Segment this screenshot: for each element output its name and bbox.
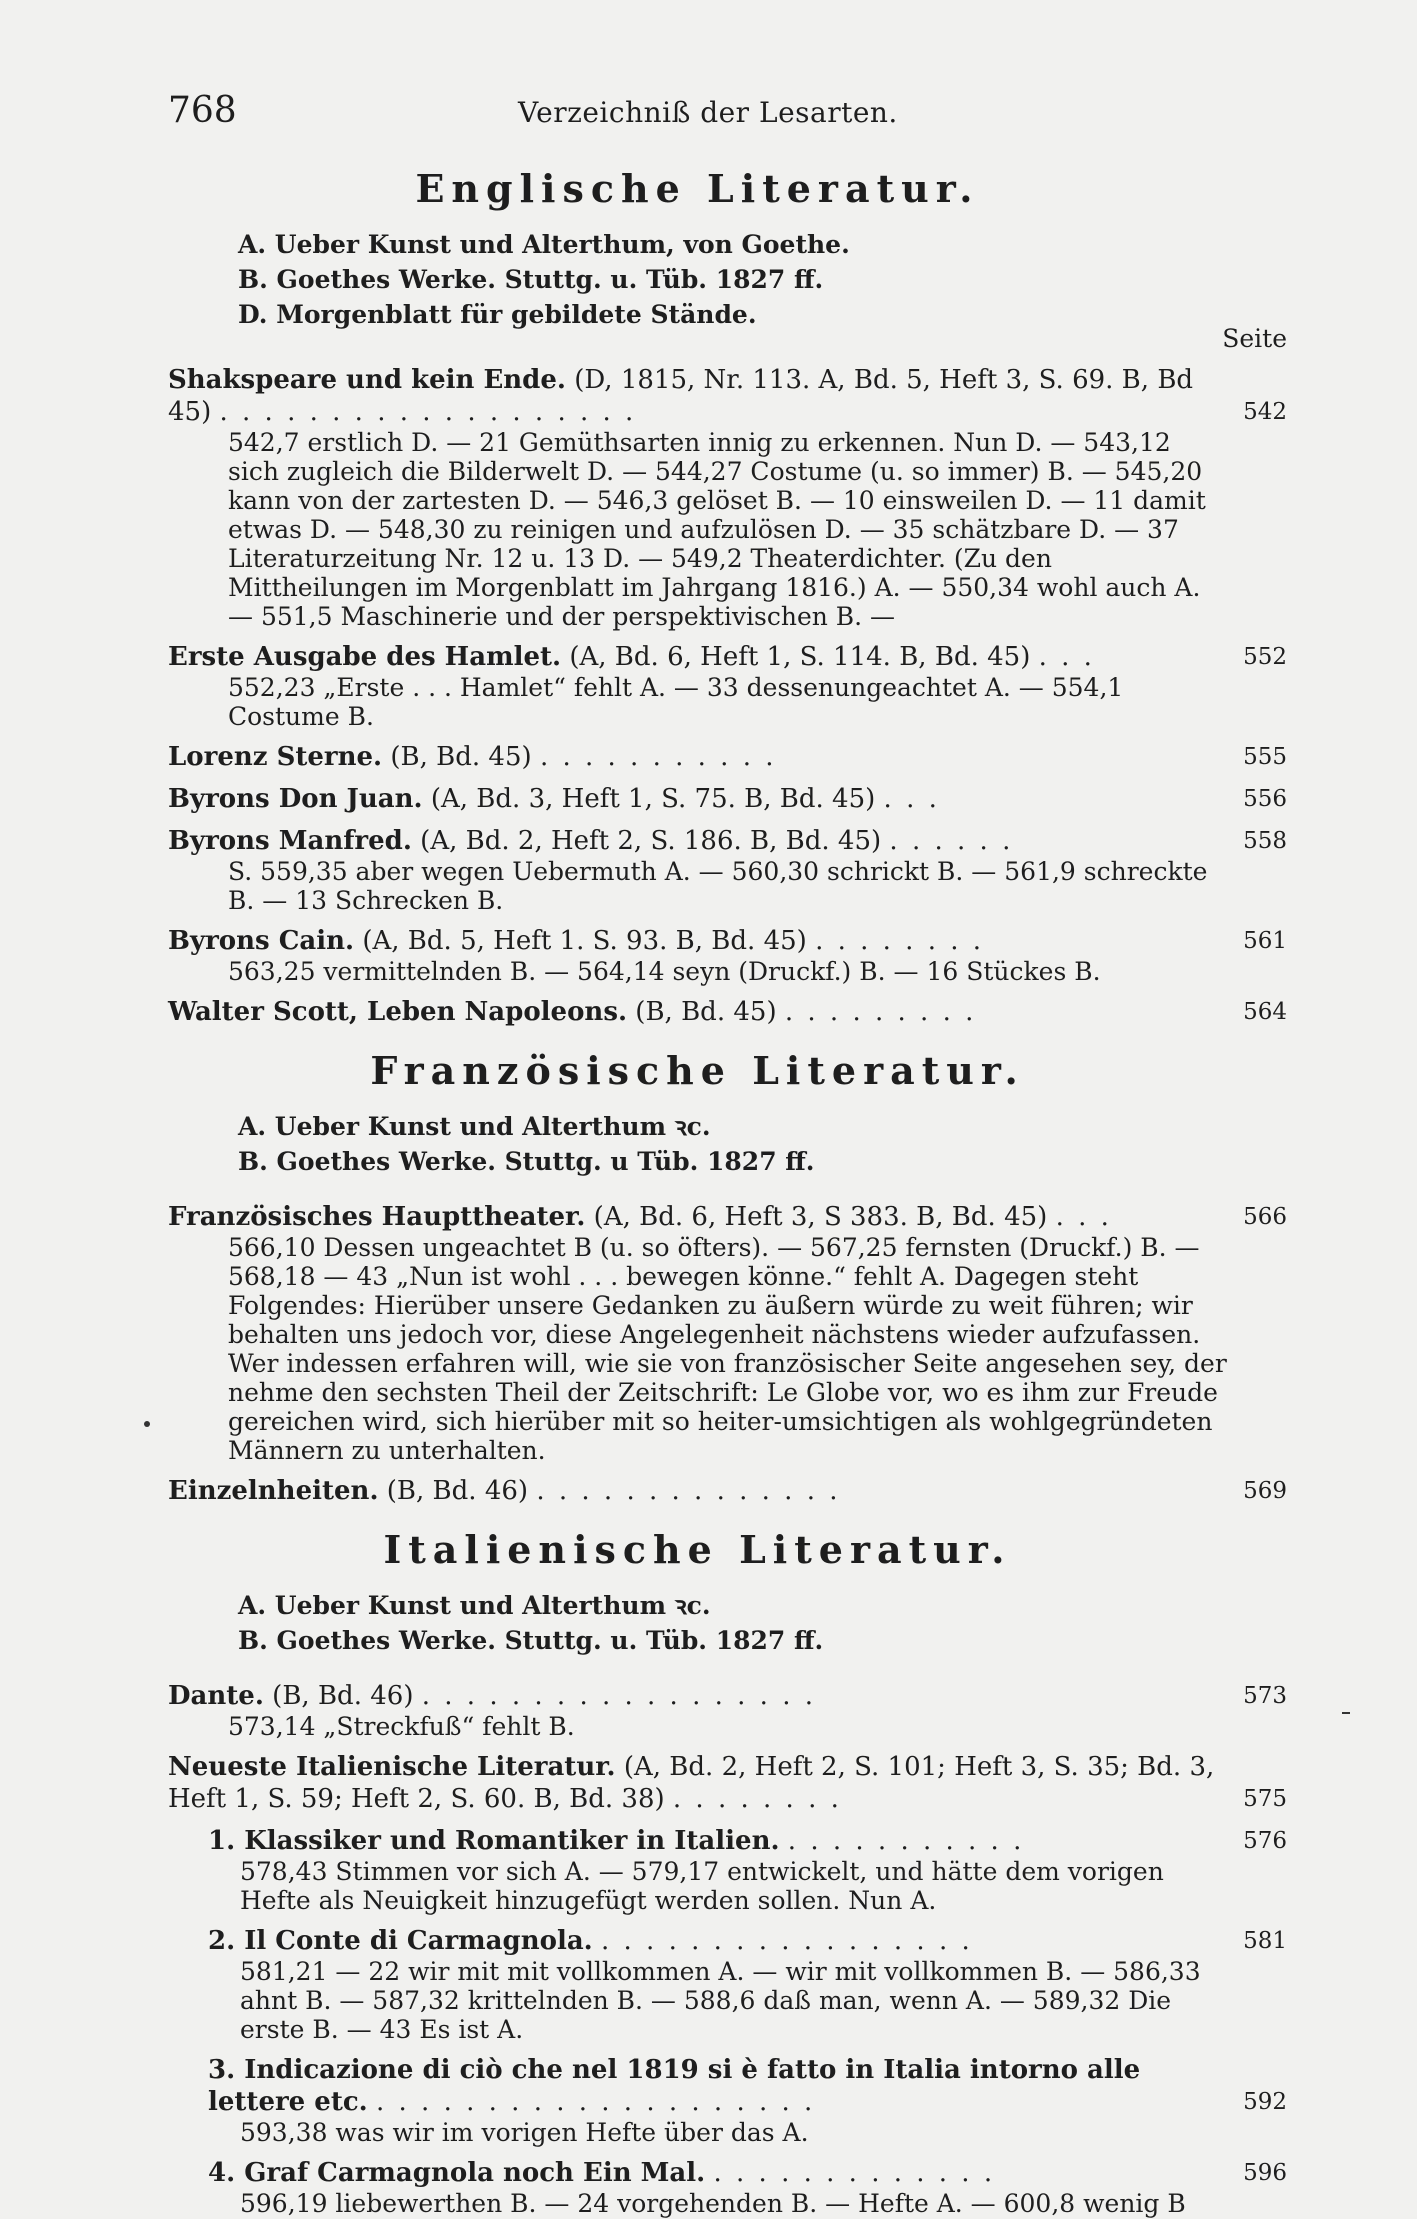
entry-title-line — [208, 2157, 1287, 2189]
section-title: Englische Literatur. — [415, 166, 980, 211]
section-title: Italienische Literatur. — [383, 1527, 1012, 1572]
page-header — [168, 90, 1227, 146]
toc-entry — [168, 996, 1287, 1028]
leader-dots: . . . . . . . . . . . — [787, 1826, 1025, 1856]
leader-dots: . . . — [1055, 1202, 1112, 1232]
entry-title-line — [168, 641, 1287, 673]
entry-title-line — [168, 1475, 1287, 1507]
page-reference: 573 — [1243, 1683, 1287, 1709]
entry-title: 1. Klassiker und Romantiker in Italien. — [208, 1826, 780, 1856]
entry-title-line — [168, 783, 1287, 815]
toc-entry — [168, 1825, 1287, 1915]
entry-source: (D, 1815, Nr. 113. A, Bd. 5, Heft 3, S. 69. B, Bd 45) — [168, 365, 1194, 427]
siglum: B. Goethes Werke. Stuttg. u Tüb. 1827 ff. — [238, 1147, 815, 1176]
toc-entry — [168, 925, 1287, 986]
toc-entry — [168, 1201, 1287, 1465]
entry-title-line — [168, 925, 1287, 957]
toc-entry — [168, 364, 1287, 631]
entry-source: (B, Bd. 46) — [386, 1476, 529, 1506]
entry-source: (A, Bd. 2, Heft 2, S. 101; Heft 3, S. 35; Bd. 3, Heft 1, S. 59; Heft 2, S. 60. B, Bd. 38) — [168, 1752, 1215, 1814]
page-reference: 596 — [1243, 2160, 1287, 2186]
page-reference: 569 — [1243, 1478, 1287, 1504]
margin-dash — [1342, 1712, 1350, 1714]
variant-readings: 552,23 „Erste . . . Hamlet“ fehlt A. — 33 dessenungeachtet A. — 554,1 Costume B. — [228, 673, 1124, 731]
page-reference: 558 — [1243, 828, 1287, 854]
entry-title: Byrons Don Juan. — [168, 784, 423, 814]
section-title: Französische Literatur. — [370, 1048, 1025, 1093]
entry-title: Byrons Manfred. — [168, 826, 412, 856]
page-content — [168, 166, 1287, 2218]
section — [168, 1527, 1287, 2218]
toc-entry — [168, 1751, 1287, 1815]
entry-title-line — [168, 825, 1287, 857]
entry-title-line — [168, 364, 1287, 428]
entry-source: (A, Bd. 5, Heft 1. S. 93. B, Bd. 45) — [362, 926, 807, 956]
siglum: A. Ueber Kunst und Alterthum, von Goethe. — [238, 230, 850, 259]
toc-entry — [168, 741, 1287, 773]
leader-dots: . . . . . . . . — [672, 1784, 842, 1814]
entry-title-line — [168, 996, 1287, 1028]
page-reference: 542 — [1243, 399, 1287, 425]
entry-source: (A, Bd. 2, Heft 2, S. 186. B, Bd. 45) — [420, 826, 882, 856]
siglum: B. Goethes Werke. Stuttg. u. Tüb. 1827 ff. — [238, 265, 824, 294]
entry-title-line — [168, 741, 1287, 773]
entry-title-line — [168, 1751, 1287, 1815]
leader-dots: . . . . . . . . . . . . . — [713, 2158, 996, 2188]
leader-dots: . . . . . . . . . . . . . . . . . . . . — [375, 2087, 816, 2117]
leader-dots: . . . . . . — [889, 826, 1014, 856]
page-reference: 555 — [1243, 744, 1287, 770]
variant-readings: 563,25 vermittelnden B. — 564,14 seyn (Druckf.) B. — 16 Stückes B. — [228, 957, 1101, 986]
leader-dots: . . . — [1038, 642, 1095, 672]
entry-source: (B, Bd. 45) — [390, 742, 532, 772]
section — [168, 166, 1287, 1028]
variant-readings: 573,14 „Streckfuß“ fehlt B. — [228, 1712, 575, 1741]
sigla-list — [238, 227, 1227, 332]
entry-title-line — [208, 2054, 1287, 2118]
entry-title: 2. Il Conte di Carmagnola. — [208, 1926, 593, 1956]
entry-title-line — [208, 1825, 1287, 1857]
entry-title-line — [208, 1925, 1287, 1957]
variant-readings: 578,43 Stimmen vor sich A. — 579,17 entwickelt, und hätte dem vorigen Hefte als Neuigkeit hinzugefügt werden sollen. Nun A. — [240, 1857, 1164, 1915]
leader-dots: . . . . . . . . . . . — [539, 742, 777, 772]
toc-entry — [168, 641, 1287, 731]
siglum: A. Ueber Kunst und Alterthum ꝛc. — [238, 1112, 711, 1141]
variant-readings: 593,38 was wir im vorigen Hefte über das A. — [240, 2118, 809, 2147]
siglum: A. Ueber Kunst und Alterthum ꝛc. — [238, 1591, 711, 1620]
toc-entry — [168, 1680, 1287, 1741]
leader-dots: . . . . . . . . . . . . . . . . . . — [421, 1681, 816, 1711]
leader-dots: . . . . . . . . — [815, 926, 985, 956]
entry-title: Byrons Cain. — [168, 926, 355, 956]
variant-readings: 581,21 — 22 wir mit mit vollkommen A. — wir mit vollkommen B. — 586,33 ahnt B. — 587,32 krittelnden B. — 588,6 daß man, wenn A. — 589,32 Die erste B. — 43 Es ist A. — [240, 1957, 1201, 2044]
toc-entry — [168, 2054, 1287, 2147]
toc-entry — [168, 1925, 1287, 2044]
page-reference: 556 — [1243, 786, 1287, 812]
entry-title-line — [168, 1201, 1287, 1233]
seite-label: Seite — [1222, 324, 1287, 353]
entry-source: (B, Bd. 45) — [635, 997, 777, 1027]
entry-title-line — [168, 1680, 1287, 1712]
entry-title: Neueste Italienische Literatur. — [168, 1752, 616, 1782]
page-reference: 575 — [1243, 1786, 1287, 1812]
entry-title: 4. Graf Carmagnola noch Ein Mal. — [208, 2158, 706, 2188]
entry-title: Französisches Haupttheater. — [168, 1202, 586, 1232]
section — [168, 1048, 1287, 1507]
toc-entry — [168, 1475, 1287, 1507]
variant-readings: S. 559,35 aber wegen Uebermuth A. — 560,30 schrickt B. — 561,9 schreckte B. — 13 Schrecken B. — [228, 857, 1208, 915]
entry-source: (A, Bd. 3, Heft 1, S. 75. B, Bd. 45) — [430, 784, 876, 814]
entry-title: Einzelnheiten. — [168, 1476, 379, 1506]
variant-readings: 566,10 Dessen ungeachtet B (u. so öfters). — 567,25 fernsten (Druckf.) B. — 568,18 — 43 „Nun ist wohl . . . bewegen könne.“ fehlt A. Dagegen steht Folgendes: Hierüber unsere Gedanken zu äußern würde zu weit führen; wir behalten uns jedoch vor, diese Angelegenheit nächstens wieder aufzufassen. Wer indessen erfahren will, wie sie von französischer Seite angesehen sey, der nehme den sechsten Theil der Zeitschrift: Le Globe vor, wo es ihm zur Freude gereichen wird, sich hierüber mit so heiter-umsichtigen als wohlgegründeten Männern zu unterhalten. — [228, 1233, 1227, 1465]
page-number: 768 — [168, 90, 237, 131]
margin-dot — [144, 1421, 150, 1427]
siglum: B. Goethes Werke. Stuttg. u. Tüb. 1827 ff. — [238, 1626, 824, 1655]
sigla-list — [238, 1588, 1227, 1658]
toc-entry — [168, 783, 1287, 815]
entry-title: Walter Scott, Leben Napoleons. — [168, 997, 628, 1027]
toc-entry — [168, 825, 1287, 915]
leader-dots: . . . . . . . . . — [784, 997, 977, 1027]
entry-title: Lorenz Sterne. — [168, 742, 383, 772]
entry-source: (A, Bd. 6, Heft 3, S 383. B, Bd. 45) — [593, 1202, 1048, 1232]
siglum: D. Morgenblatt für gebildete Stände. — [238, 300, 757, 329]
entry-title: Erste Ausgabe des Hamlet. — [168, 642, 562, 672]
leader-dots: . . . . . . . . . . . . . . . . . — [601, 1926, 973, 1956]
leader-dots: . . . — [883, 784, 940, 814]
entry-source: (B, Bd. 46) — [272, 1681, 414, 1711]
page-reference: 592 — [1243, 2089, 1287, 2115]
page-reference: 581 — [1243, 1928, 1287, 1954]
variant-readings: 542,7 erstlich D. — 21 Gemüthsarten innig zu erkennen. Nun D. — 543,12 sich zugleich die Bilderwelt D. — 544,27 Costume (u. so immer) B. — 545,20 kann von der zartesten D. — 546,3 gelöset B. — 10 einsweilen D. — 11 damit etwas D. — 548,30 zu reinigen und aufzulösen D. — 35 schätzbare D. — 37 Literaturzeitung Nr. 12 u. 13 D. — 549,2 Theaterdichter. (Zu den Mittheilungen im Morgenblatt im Jahrgang 1816.) A. — 550,34 wohl auch A. — 551,5 Maschinerie und der perspektivischen B. — — [228, 428, 1206, 631]
toc-entry — [168, 2157, 1287, 2218]
page-reference: 576 — [1243, 1828, 1287, 1854]
page-reference: 561 — [1243, 928, 1287, 954]
entry-title: Shakspeare und kein Ende. — [168, 365, 566, 395]
page-reference: 566 — [1243, 1204, 1287, 1230]
entry-title: 3. Indicazione di ciò che nel 1819 si è fatto in Italia intorno alle lettere etc. — [208, 2055, 1141, 2117]
leader-dots: . . . . . . . . . . . . . . . . . . . — [219, 397, 637, 427]
leader-dots: . . . . . . . . . . . . . . — [536, 1476, 841, 1506]
running-title: Verzeichniß der Lesarten. — [518, 96, 898, 129]
page-reference: 552 — [1243, 644, 1287, 670]
entry-source: (A, Bd. 6, Heft 1, S. 114. B, Bd. 45) — [569, 642, 1031, 672]
entry-title: Dante. — [168, 1681, 264, 1711]
sigla-list — [238, 1109, 1227, 1179]
variant-readings: 596,19 liebewerthen B. — 24 vorgehenden B. — Hefte A. — 600,8 wenig B — [240, 2189, 1186, 2218]
page-reference: 564 — [1243, 999, 1287, 1025]
